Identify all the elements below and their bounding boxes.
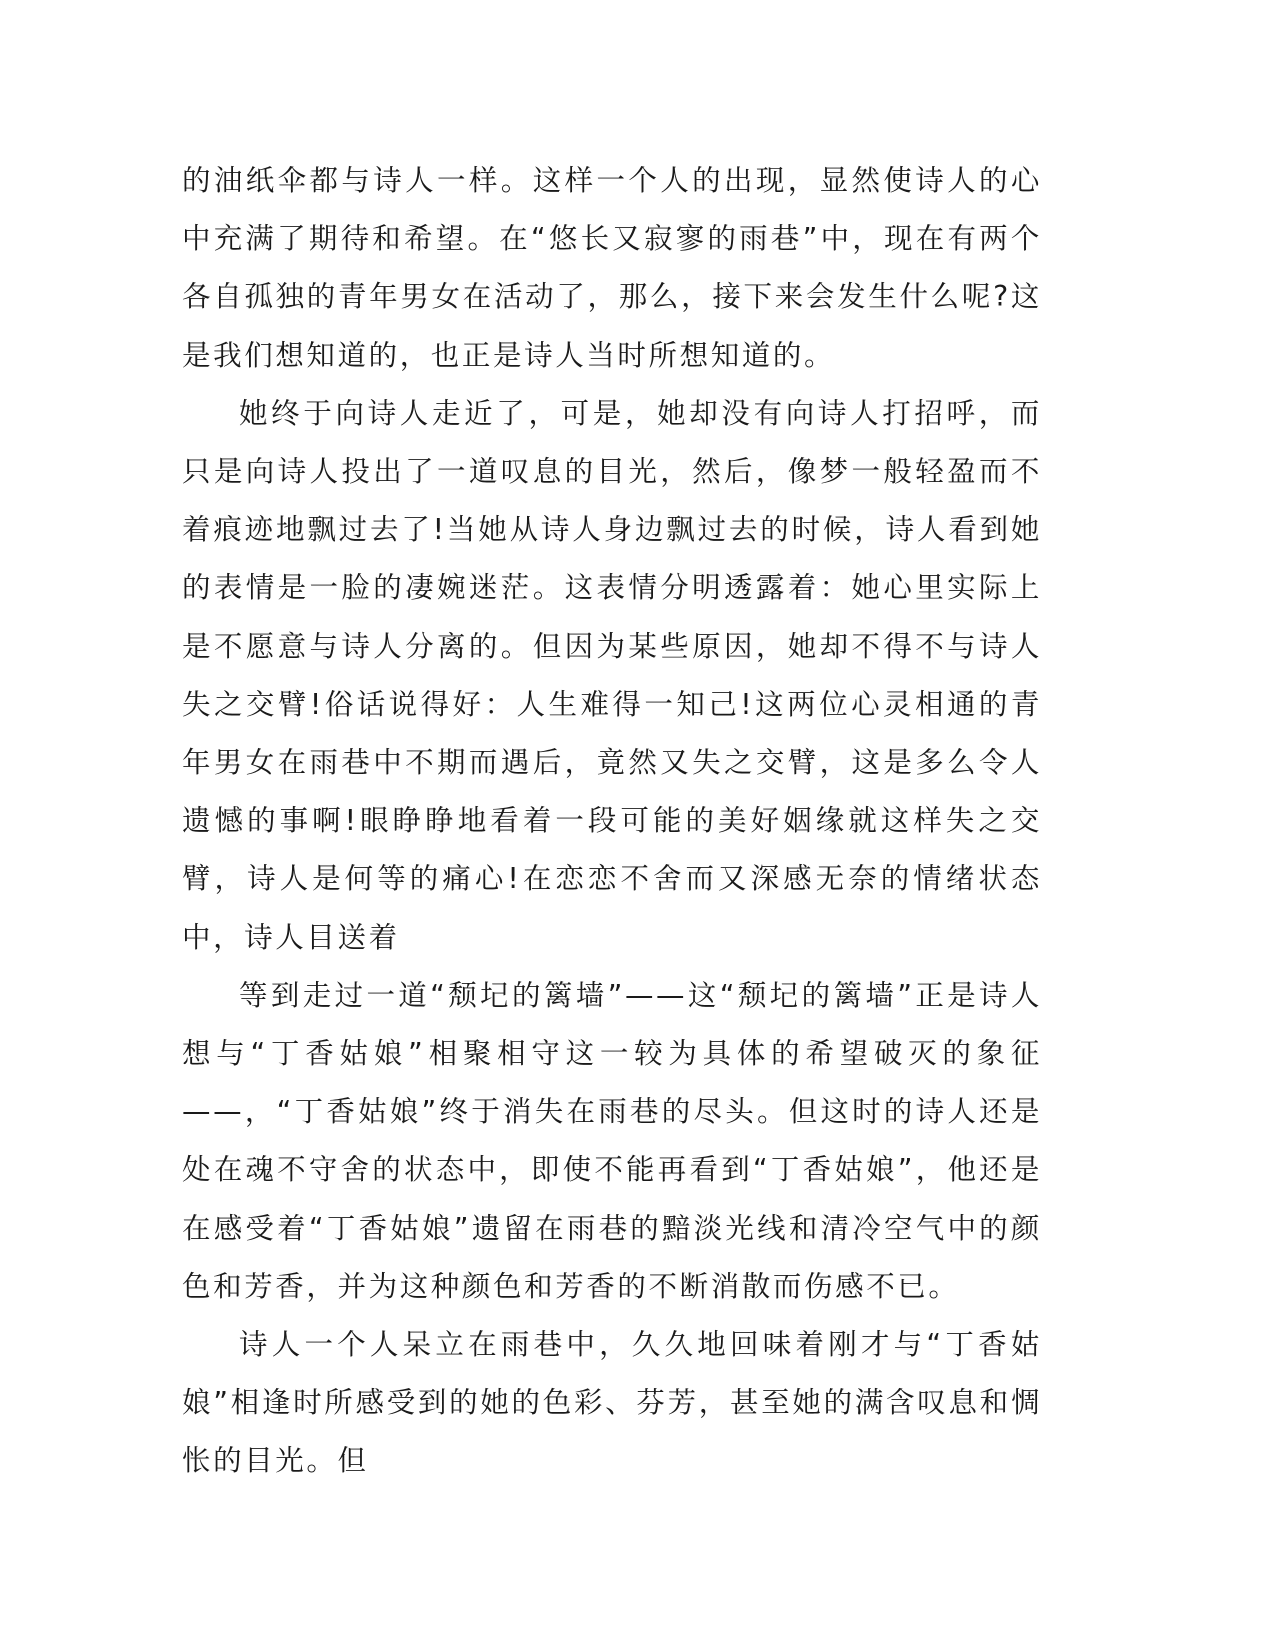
paragraph-4: 诗人一个人呆立在雨巷中，久久地回味着刚才与“丁香姑娘”相逢时所感受到的她的色彩、芬芳，甚至她的满含叹息和惆怅的目光。但 — [182, 1328, 1042, 1478]
document-body — [182, 152, 1042, 1491]
paragraph-3: 等到走过一道“颓圮的篱墙”——这“颓圮的篱墙”正是诗人想与“丁香姑娘”相聚相守这一较为具体的希望破灭的象征——，“丁香姑娘”终于消失在雨巷的尽头。但这时的诗人还是处在魂不守舍的状态中，即使不能再看到“丁香姑娘”，他还是在感受着“丁香姑娘”遗留在雨巷的黯淡光线和清冷空气中的颜色和芳香，并为这种颜色和芳香的不断消散而伤感不已。 — [182, 978, 1042, 1303]
paragraph-2: 她终于向诗人走近了，可是，她却没有向诗人打招呼，而只是向诗人投出了一道叹息的目光，然后，像梦一般轻盈而不着痕迹地飘过去了!当她从诗人身边飘过去的时候，诗人看到她的表情是一脸的凄婉迷茫。这表情分明透露着：她心里实际上是不愿意与诗人分离的。但因为某些原因，她却不得不与诗人失之交臂!俗话说得好：人生难得一知己!这两位心灵相通的青年男女在雨巷中不期而遇后，竟然又失之交臂，这是多么令人遗憾的事啊!眼睁睁地看着一段可能的美好姻缘就这样失之交臂，诗人是何等的痛心!在恋恋不舍而又深感无奈的情绪状态中，诗人目送着 — [182, 396, 1042, 954]
paragraph-1: 的油纸伞都与诗人一样。这样一个人的出现，显然使诗人的心中充满了期待和希望。在“悠长又寂寥的雨巷”中，现在有两个各自孤独的青年男女在活动了，那么，接下来会发生什么呢?这是我们想知道的，也正是诗人当时所想知道的。 — [182, 164, 1042, 372]
